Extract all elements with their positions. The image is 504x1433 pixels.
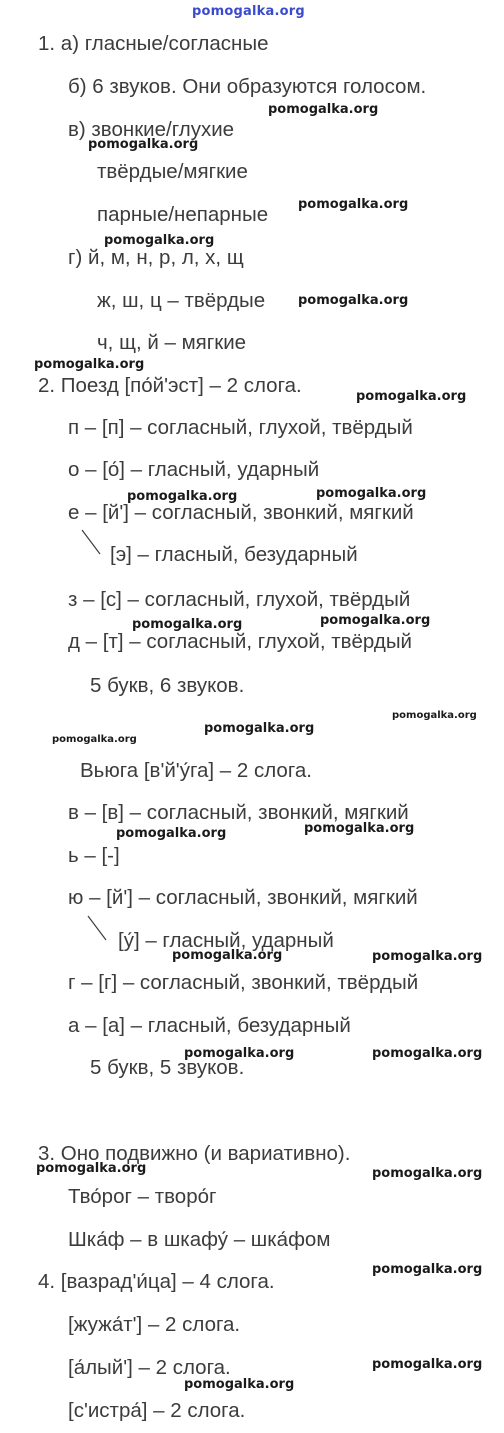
text-line: г – [г] – согласный, звонкий, твёрдый	[68, 971, 419, 994]
watermark: pomogalka.org	[184, 1377, 295, 1392]
connector-line	[86, 914, 110, 944]
text-line: п – [п] – согласный, глухой, твёрдый	[68, 416, 413, 439]
text-line: е – [й'] – согласный, звонкий, мягкий	[68, 501, 414, 524]
watermark: pomogalka.org	[298, 293, 409, 308]
text-line: ь – [-]	[68, 844, 120, 867]
watermark: pomogalka.org	[372, 1357, 483, 1372]
text-line: [жужа́т'] – 2 слога.	[68, 1313, 241, 1336]
watermark: pomogalka.org	[34, 357, 145, 372]
text-line: 3. Оно подвижно (и вариативно).	[38, 1142, 351, 1165]
watermark: pomogalka.org	[372, 1166, 483, 1181]
text-line: 5 букв, 5 звуков.	[90, 1056, 245, 1079]
text-line: ю – [й'] – согласный, звонкий, мягкий	[68, 886, 418, 909]
text-line: 4. [вазрад'и́ца] – 4 слога.	[38, 1270, 275, 1293]
text-line: 1. а) гласные/согласные	[38, 32, 269, 55]
watermark: pomogalka.org	[372, 1262, 483, 1277]
text-line: [с'истра́] – 2 слога.	[68, 1399, 246, 1422]
text-line: 5 букв, 6 звуков.	[90, 674, 245, 697]
watermark: pomogalka.org	[116, 826, 227, 841]
text-line: в – [в] – согласный, звонкий, мягкий	[68, 801, 409, 824]
watermark: pomogalka.org	[372, 1046, 483, 1061]
text-line: ч, щ, й – мягкие	[97, 331, 247, 354]
watermark: pomogalka.org	[132, 617, 243, 632]
watermark: pomogalka.org	[372, 949, 483, 964]
watermark: pomogalka.org	[104, 233, 215, 248]
watermark: pomogalka.org	[204, 721, 315, 736]
watermark: pomogalka.org	[127, 489, 238, 504]
text-line: д – [т] – согласный, глухой, твёрдый	[68, 630, 413, 653]
header-watermark: pomogalka.org	[192, 4, 305, 19]
watermark: pomogalka.org	[304, 821, 415, 836]
text-line: парные/непарные	[97, 203, 269, 226]
text-line: а – [а] – гласный, безударный	[68, 1014, 351, 1037]
watermark: pomogalka.org	[52, 734, 137, 745]
text-line: ж, ш, ц – твёрдые	[97, 289, 266, 312]
watermark: pomogalka.org	[316, 486, 427, 501]
text-line: [у́] – гласный, ударный	[118, 929, 334, 952]
text-line: Шка́ф – в шкафу́ – шка́фом	[68, 1228, 331, 1251]
text-line: 2. Поезд [по́й'эст] – 2 слога.	[38, 374, 302, 397]
watermark: pomogalka.org	[268, 102, 379, 117]
watermark: pomogalka.org	[88, 137, 199, 152]
text-line: о – [о́] – гласный, ударный	[68, 458, 320, 481]
text-line: з – [с] – согласный, глухой, твёрдый	[68, 588, 411, 611]
text-line: [э] – гласный, безударный	[110, 543, 358, 566]
text-line: в) звонкие/глухие	[68, 118, 235, 141]
watermark: pomogalka.org	[36, 1161, 147, 1176]
text-line: твёрдые/мягкие	[97, 160, 248, 183]
text-line: г) й, м, н, р, л, х, щ	[68, 246, 244, 269]
connector-line	[80, 528, 104, 558]
text-line: б) 6 звуков. Они образуются голосом.	[68, 75, 427, 98]
text-line: [а́лый'] – 2 слога.	[68, 1356, 231, 1379]
watermark: pomogalka.org	[184, 1046, 295, 1061]
watermark: pomogalka.org	[320, 613, 431, 628]
text-line: Тво́рог – творо́г	[68, 1185, 217, 1208]
watermark: pomogalka.org	[356, 389, 467, 404]
text-line: Вьюга [в'й'у́га] – 2 слога.	[80, 759, 312, 782]
watermark: pomogalka.org	[298, 197, 409, 212]
watermark: pomogalka.org	[172, 948, 283, 963]
watermark: pomogalka.org	[392, 710, 477, 721]
